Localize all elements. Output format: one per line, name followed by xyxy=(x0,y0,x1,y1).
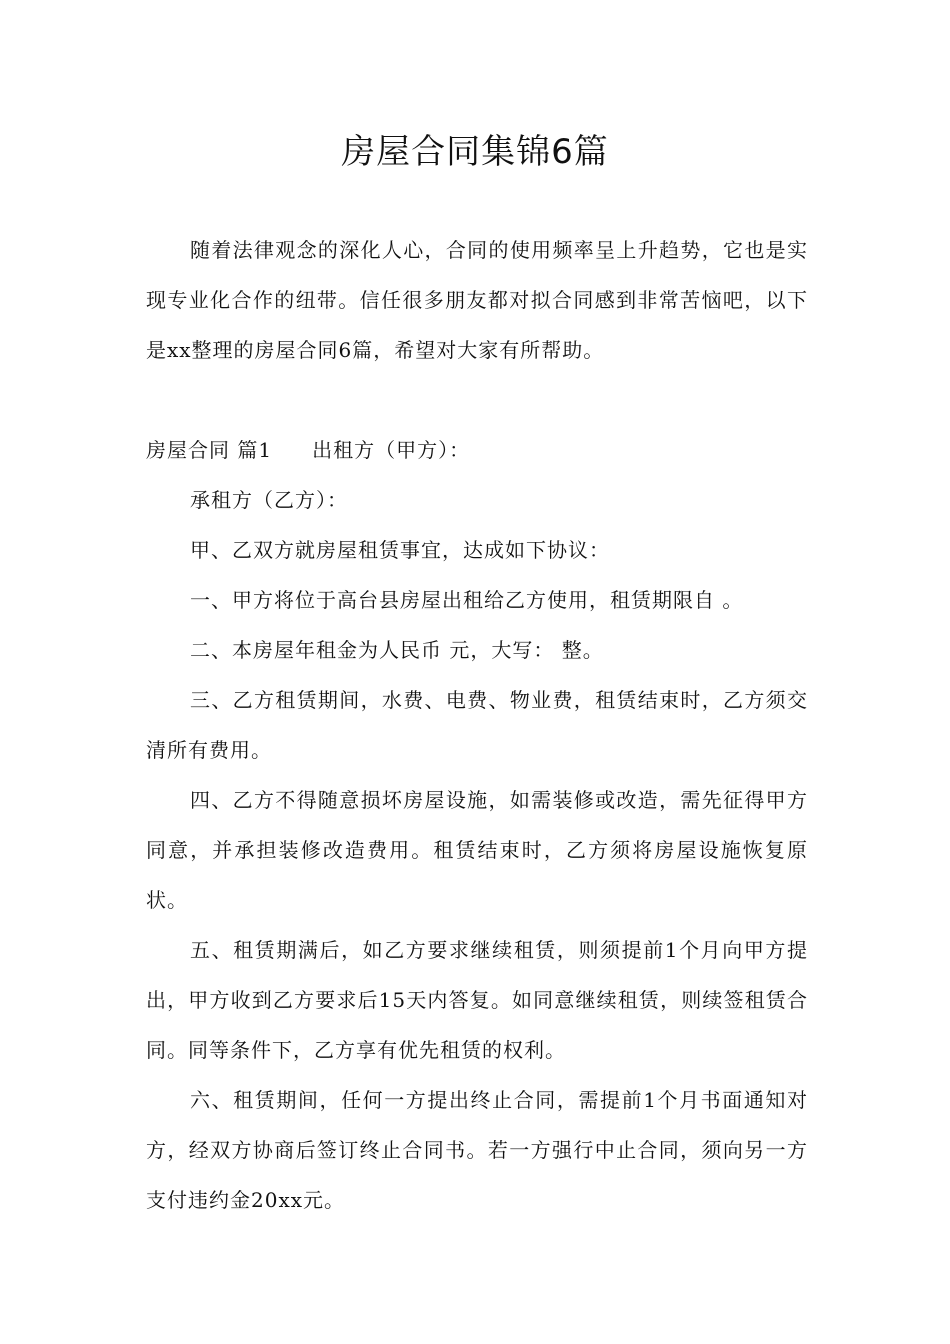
contract-paragraph: 五、租赁期满后，如乙方要求继续租赁，则须提前1个月向甲方提出，甲方收到乙方要求后15天内答复。如同意继续租赁，则续签租赁合同。同等条件下，乙方享有优先租赁的权利。 xyxy=(146,938,808,1062)
contract-paragraph: 六、租赁期间，任何一方提出终止合同，需提前1个月书面通知对方，经双方协商后签订终止合同书。若一方强行中止合同，须向另一方支付违约金20xx元。 xyxy=(146,1088,808,1212)
section-heading: 房屋合同 篇1 xyxy=(146,438,273,462)
contract-section xyxy=(146,425,808,1225)
intro-paragraph: 随着法律观念的深化人心，合同的使用频率呈上升趋势，它也是实现专业化合作的纽带。信任很多朋友都对拟合同感到非常苦恼吧，以下是xx整理的房屋合同6篇，希望对大家有所帮助。 xyxy=(146,238,808,362)
contract-paragraph: 三、乙方租赁期间，水费、电费、物业费，租赁结束时，乙方须交清所有费用。 xyxy=(146,688,808,762)
document-title: 房屋合同集锦6篇 xyxy=(341,132,609,172)
party-a-label: 出租方（甲方）： xyxy=(312,438,471,462)
intro-section xyxy=(146,225,808,375)
section-heading-line xyxy=(146,425,808,475)
contract-paragraph: 四、乙方不得随意损坏房屋设施，如需装修或改造，需先征得甲方同意，并承担装修改造费用。租赁结束时，乙方须将房屋设施恢复原状。 xyxy=(146,788,808,912)
contract-paragraph: 甲、乙双方就房屋租赁事宜，达成如下协议： xyxy=(190,538,610,562)
contract-paragraph: 一、甲方将位于高台县房屋出租给乙方使用，租赁期限自 。 xyxy=(190,588,744,612)
contract-paragraph: 二、本房屋年租金为人民币 元，大写： 整。 xyxy=(190,638,604,662)
party-b-label: 承租方（乙方）： xyxy=(190,488,348,512)
